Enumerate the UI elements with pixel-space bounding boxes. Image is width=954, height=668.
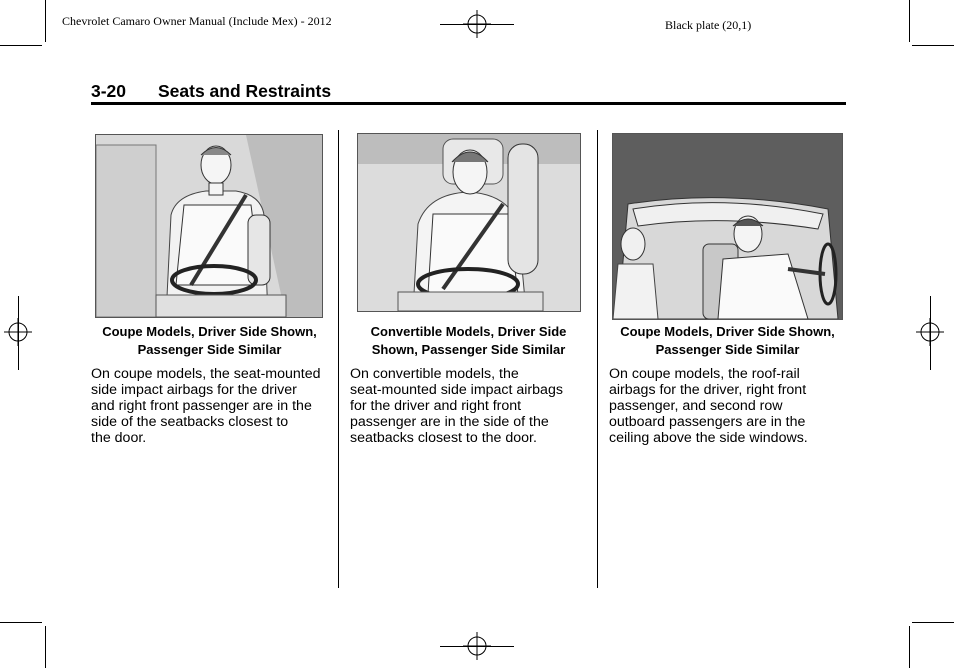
crop-mark-top-right-h — [912, 45, 954, 46]
registration-line-bottom — [440, 646, 514, 647]
body-line: On coupe models, the seat-mounted — [91, 366, 321, 382]
figure-convertible-seat-airbag — [357, 133, 581, 312]
crop-mark-top-left-h — [0, 45, 42, 46]
caption-line: Coupe Models, Driver Side Shown, — [620, 324, 835, 339]
running-title: Chevrolet Camaro Owner Manual (Include Mex) - 2012 — [62, 14, 332, 28]
crop-mark-bottom-right-v — [909, 626, 910, 668]
section-title: Seats and Restraints — [158, 81, 332, 101]
crop-mark-bottom-left-v — [45, 626, 46, 668]
body-line: outboard passengers are in the — [609, 414, 806, 430]
body-line: side impact airbags for the driver — [91, 382, 297, 398]
caption-column-2 — [350, 323, 587, 359]
section-heading — [91, 81, 331, 102]
caption-line: Passenger Side Similar — [137, 342, 282, 357]
body-line: airbags for the driver, right front — [609, 382, 807, 398]
caption-column-3 — [609, 323, 846, 359]
figure-coupe-roof-rail-airbag — [612, 133, 843, 320]
body-text-column-1 — [91, 366, 321, 446]
body-text-column-3 — [609, 366, 808, 446]
body-line: seat-mounted side impact airbags — [350, 382, 563, 398]
body-line: On coupe models, the roof-rail — [609, 366, 800, 382]
body-line: seatbacks closest to the door. — [350, 430, 537, 446]
crop-mark-top-left-v — [45, 0, 46, 42]
body-line: On convertible models, the — [350, 366, 519, 382]
caption-line: Convertible Models, Driver Side — [370, 324, 567, 339]
column-divider-1 — [338, 130, 339, 588]
registration-line-left — [18, 296, 19, 370]
figure-coupe-seat-airbag — [95, 134, 323, 318]
crop-mark-top-right-v — [909, 0, 910, 42]
caption-line: Shown, Passenger Side Similar — [371, 342, 566, 357]
registration-line-right — [930, 296, 931, 370]
heading-rule — [91, 102, 846, 105]
body-line: for the driver and right front — [350, 398, 522, 414]
body-text-column-2 — [350, 366, 563, 446]
crop-mark-bottom-left-h — [0, 622, 42, 623]
page-number: 3-20 — [91, 81, 127, 101]
body-line: passenger, and second row — [609, 398, 783, 414]
column-divider-2 — [597, 130, 598, 588]
plate-label: Black plate (20,1) — [665, 18, 752, 32]
caption-column-1 — [91, 323, 328, 359]
body-line: passenger are in the side of the — [350, 414, 549, 430]
crop-mark-bottom-right-h — [912, 622, 954, 623]
body-line: and right front passenger are in the — [91, 398, 312, 414]
registration-line-top — [440, 24, 514, 25]
caption-line: Coupe Models, Driver Side Shown, — [102, 324, 317, 339]
body-line: ceiling above the side windows. — [609, 430, 808, 446]
caption-line: Passenger Side Similar — [655, 342, 800, 357]
body-line: the door. — [91, 430, 147, 446]
body-line: side of the seatbacks closest to — [91, 414, 289, 430]
